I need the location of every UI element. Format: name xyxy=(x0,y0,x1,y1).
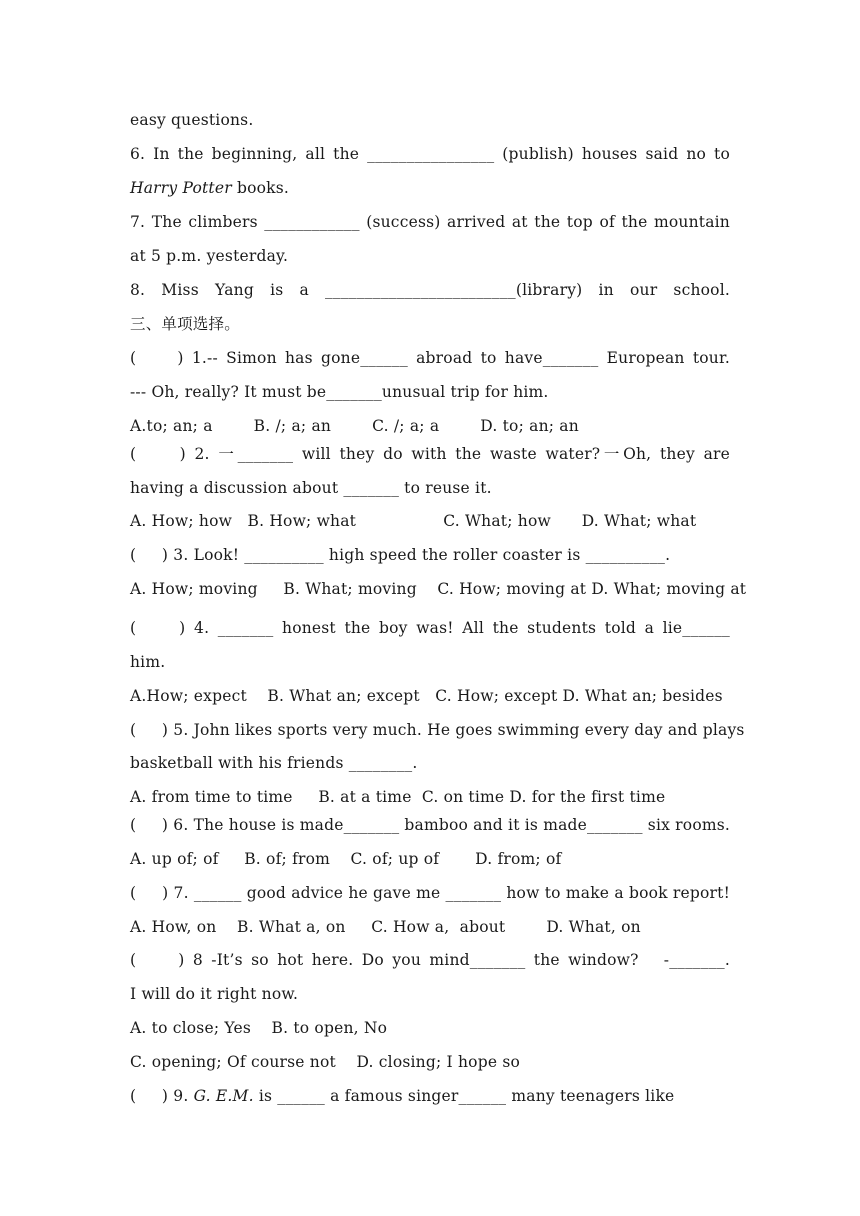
mc-options-5: A. from time to time B. at a time C. on time D. for the first time xyxy=(130,788,666,806)
question-6: 6. In the beginning, all the ________________ (publish) houses said no to xyxy=(130,145,730,163)
section-heading: 三、单项选择。 xyxy=(130,315,240,333)
mc-options-3: A. How; moving B. What; moving C. How; moving at D. What; moving at xyxy=(130,580,747,598)
text-fragment: ( ) 9. xyxy=(130,1087,194,1105)
mc-question-1-b: --- Oh, really? It must be_______unusual trip for him. xyxy=(130,383,549,401)
mc-question-9 xyxy=(130,1084,730,1108)
mc-options-8b: C. opening; Of course not D. closing; I hope so xyxy=(130,1053,520,1071)
mc-options-7: A. How, on B. What a, on C. How a, about D. What, on xyxy=(130,918,641,936)
mc-question-1: ( ) 1.-- Simon has gone______ abroad to have_______ European tour. xyxy=(130,349,730,367)
text-fragment: books. xyxy=(231,179,290,197)
mc-question-5-b: basketball with his friends ________. xyxy=(130,754,418,772)
mc-question-4-b: him. xyxy=(130,653,166,671)
mc-question-2: ( ) 2. 一_______ will they do with the waste water?一Oh, they are xyxy=(130,445,730,463)
mc-question-4: ( ) 4. _______ honest the boy was! All the students told a lie______ xyxy=(130,619,730,637)
text-fragment: is ______ a famous singer______ many teenagers like xyxy=(253,1087,675,1105)
question-7: 7. The climbers ____________ (success) arrived at the top of the mountain xyxy=(130,213,730,231)
text-line-1: easy questions. xyxy=(130,111,254,129)
text-line-7b: at 5 p.m. yesterday. xyxy=(130,247,289,265)
mc-options-2: A. How; how B. How; what C. What; how D. What; what xyxy=(130,512,697,530)
mc-question-6: ( ) 6. The house is made_______ bamboo and it is made_______ six rooms. xyxy=(130,816,731,834)
mc-question-3: ( ) 3. Look! __________ high speed the roller coaster is __________. xyxy=(130,546,671,564)
singer-name: G. E.M. xyxy=(193,1087,254,1105)
mc-question-2-b: having a discussion about _______ to reuse it. xyxy=(130,479,492,497)
text-line-harry-potter xyxy=(130,176,730,200)
mc-question-7: ( ) 7. ______ good advice he gave me _______ how to make a book report! xyxy=(130,884,730,902)
mc-options-4: A.How; expect B. What an; except C. How; except D. What an; besides xyxy=(130,687,723,705)
question-8: 8. Miss Yang is a ________________________(library) in our school. xyxy=(130,281,730,299)
mc-question-8: ( ) 8 -It’s so hot here. Do you mind_______ the window? -_______. xyxy=(130,951,730,969)
mc-options-8a: A. to close; Yes B. to open, No xyxy=(130,1019,388,1037)
mc-question-5: ( ) 5. John likes sports very much. He goes swimming every day and plays xyxy=(130,721,745,739)
mc-options-1: A.to; an; a B. /; a; an C. /; a; a D. to; an; an xyxy=(130,417,579,435)
mc-question-8-b: I will do it right now. xyxy=(130,985,299,1003)
book-title: Harry Potter xyxy=(130,179,232,197)
mc-options-6: A. up of; of B. of; from C. of; up of D. from; of xyxy=(130,850,562,868)
